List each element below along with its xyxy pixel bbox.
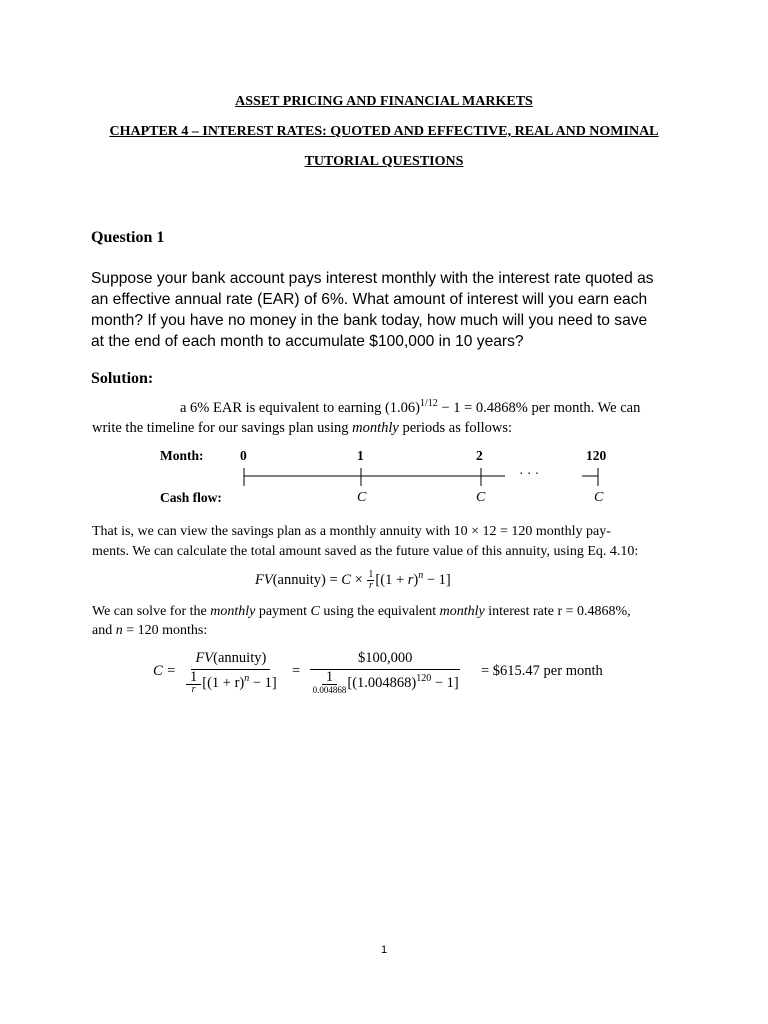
r-symbol: r <box>407 571 414 588</box>
page-number: 1 <box>380 944 388 956</box>
text: − 1 = 0.4868% per month. We can <box>437 399 641 416</box>
solution-para2-line1: That is, we can view the savings plan as a monthly annuity with 10 × 12 = 120 monthly pay- <box>92 524 611 539</box>
c-formula-equals: = <box>292 663 301 679</box>
fraction <box>312 669 347 695</box>
question-text <box>91 269 691 353</box>
text: (annuity) = <box>272 571 342 588</box>
denominator: r <box>368 580 373 591</box>
timeline-period-1: 1 <box>357 448 364 463</box>
exponent: n <box>244 673 250 684</box>
timeline-cash-120: C <box>594 490 604 505</box>
c-formula-lhs <box>153 663 176 680</box>
question-line: month? If you have no money in the bank today, how much will you need to save <box>91 311 648 329</box>
question-title: Question 1 <box>91 229 165 246</box>
question-line: at the end of each month to accumulate $100,000 in 10 years? <box>91 332 524 350</box>
exponent: n <box>418 570 424 581</box>
c-formula-result: = $615.47 per month <box>481 663 603 679</box>
solution-title: Solution: <box>91 370 154 387</box>
text: periods as follows: <box>398 420 513 436</box>
fv-symbol: FV <box>255 571 273 588</box>
timeline-period-2: 2 <box>476 448 483 463</box>
timeline-month-label: Month: <box>160 448 204 463</box>
c-symbol: C <box>310 604 320 619</box>
c-formula-fraction-2 <box>310 650 460 695</box>
text: [(1 + r) <box>202 674 245 691</box>
fraction-numerator: $100,000 <box>310 650 460 670</box>
fraction-numerator <box>191 650 270 670</box>
solution-para3-line2 <box>92 623 207 639</box>
question-line: an effective annual rate (EAR) of 6%. What amount of interest will you earn each <box>91 290 648 308</box>
text: payment <box>255 604 311 619</box>
text: = 120 months: <box>122 623 208 638</box>
text: and <box>92 623 116 638</box>
text: − 1] <box>249 674 277 691</box>
course-title: ASSET PRICING AND FINANCIAL MARKETS <box>235 94 533 109</box>
numerator: 1 <box>322 672 337 685</box>
text: − 1] <box>423 571 451 588</box>
numerator: 1 <box>186 672 201 685</box>
solution-line-1 <box>180 398 640 417</box>
c-equals: C = <box>153 663 177 679</box>
text: ) <box>413 571 419 588</box>
timeline-axis <box>236 464 608 488</box>
exponent: 1/12 <box>420 398 438 409</box>
text: interest rate r = 0.4868%, <box>484 604 631 619</box>
section-title: TUTORIAL QUESTIONS <box>304 154 464 169</box>
timeline-ellipsis: · · · <box>519 466 540 481</box>
c-symbol: C <box>341 571 351 588</box>
fv-symbol: FV <box>195 650 214 666</box>
n-symbol: n <box>115 623 123 638</box>
denominator: 0.004868 <box>312 685 347 695</box>
emphasis: monthly <box>352 420 399 436</box>
text: We can solve for the <box>92 604 211 619</box>
emphasis: monthly <box>439 604 485 619</box>
solution-para2-line2: ments. We can calculate the total amount saved as the future value of this annuity, using Eq. 4.10: <box>92 544 639 559</box>
text: − 1] <box>431 674 459 691</box>
solution-line-2 <box>92 420 512 437</box>
fraction <box>367 570 374 591</box>
text: using the equivalent <box>319 604 440 619</box>
c-formula-fraction-1 <box>185 650 277 695</box>
timeline-period-0: 0 <box>240 448 247 463</box>
question-line: Suppose your bank account pays interest monthly with the interest rate quoted as <box>91 270 654 287</box>
timeline-period-120: 120 <box>586 448 607 463</box>
text: [(1.004868) <box>347 674 417 691</box>
text: write the timeline for our savings plan using <box>92 420 353 436</box>
denominator: r <box>191 684 196 695</box>
text: [(1 + <box>375 571 408 588</box>
text: × <box>350 571 367 588</box>
timeline-cashflow-label: Cash flow: <box>160 490 222 505</box>
timeline-cash-1: C <box>357 490 367 505</box>
timeline-cash-2: C <box>476 490 486 505</box>
solution-para3-line1 <box>92 604 631 620</box>
numerator: 1 <box>368 569 374 580</box>
text: (annuity) <box>213 650 267 666</box>
exponent: 120 <box>416 673 432 684</box>
fraction <box>186 669 201 695</box>
fraction-denominator <box>312 670 459 695</box>
fraction-denominator <box>185 670 277 695</box>
text: a 6% EAR is equivalent to earning (1.06) <box>180 399 420 416</box>
emphasis: monthly <box>210 604 256 619</box>
chapter-title: CHAPTER 4 – INTEREST RATES: QUOTED AND EFFECTIVE, REAL AND NOMINAL <box>109 124 659 139</box>
fv-annuity-formula <box>255 570 451 591</box>
